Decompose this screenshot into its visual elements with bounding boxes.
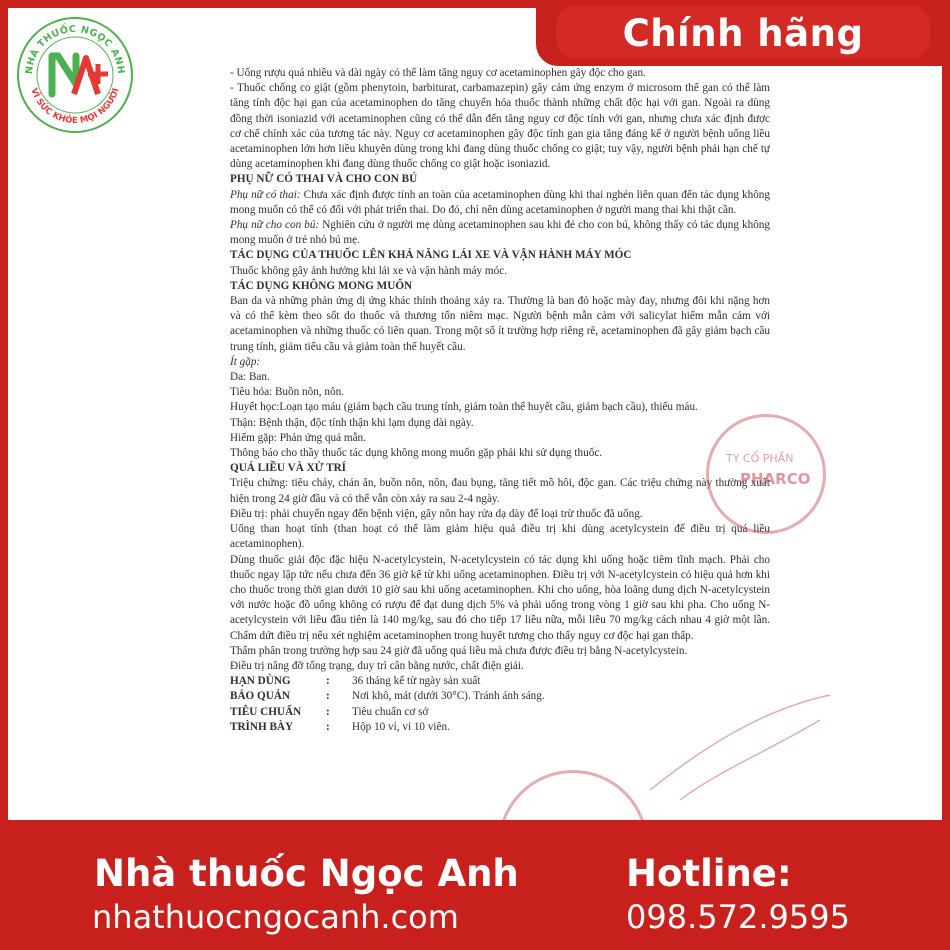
spec-row-expiry: [230, 674, 770, 689]
logo-ring-top: NHÀ THUỐC NGỌC ANH: [23, 23, 127, 75]
spec-key: TIÊU CHUẨN: [230, 705, 302, 718]
spec-key: BẢO QUẢN: [230, 690, 290, 703]
overdose-item: Triệu chứng: tiêu chảy, chán ăn, buồn nôn, nôn, đau bụng, tăng tiết mồ hôi, độc gan. Các triệu chứng này thường xuất hiện trong 24 giờ đầu và có thể vẫn còn xảy ra sau 2-4 ngày.: [230, 477, 770, 505]
spec-colon: :: [326, 720, 330, 733]
heading-pregnancy: PHỤ NỮ CÓ THAI VÀ CHO CON BÚ: [230, 173, 418, 186]
spec-colon: :: [326, 690, 330, 703]
spec-row-storage: [230, 689, 770, 704]
pregnancy-text: Chưa xác định được tính an toàn của acetaminophen dùng khi thai nghén liên quan đến tác dụng không mong muốn có thể có đối với phát triển thai. Do đó, chỉ nên dùng acetaminophen ở người mang thai khi thật cần.: [230, 188, 770, 216]
footer-phone-link[interactable]: 098.572.9595: [626, 898, 850, 936]
overdose-item: Uống than hoạt tính (than hoạt có thể làm giảm hiệu quả điều trị khi dùng acetylcystein để điều trị quá liều acetaminophen).: [230, 523, 770, 551]
rare-item: Huyết học:Loạn tạo máu (giảm bạch cầu trung tính, giảm toàn thể huyết cầu, giảm bạch cầu), thiếu máu.: [230, 401, 698, 414]
overdose-item: Thẩm phân trong trường hợp sau 24 giờ đã uống quá liều mà chưa được điều trị bằng N-acetylcystein.: [230, 644, 688, 657]
heading-adverse: TÁC DỤNG KHÔNG MONG MUỐN: [230, 279, 413, 292]
rare-item: Tiêu hóa: Buồn nôn, nôn.: [230, 386, 344, 399]
spec-value: Nơi khô, mát (dưới 30°C). Tránh ánh sáng.: [352, 690, 545, 703]
lactation-label: Phụ nữ cho con bú:: [230, 219, 320, 232]
rare-item: Thận: Bệnh thận, độc tính thận khi lạm dụng dài ngày.: [230, 416, 474, 429]
doc-line: - Thuốc chống co giật (gồm phenytoin, barbiturat, carbamazepin) gây cảm ứng enzym ở microsom thể gan có thể làm tăng tính độc hại gan của acetaminophen do tăng chuyển hóa thuốc thành những chất độc hại với gan. Ngoài ra dùng đồng thời isoniazid với acetaminophen cũng có thể dẫn đến tăng nguy cơ độc tính với gan, nhưng chưa xác định được cơ chế chính xác của tương tác này. Nguy cơ acetaminophen gây độc tính gan gia tăng đáng kể ở người bệnh uống liều acetaminophen lớn hơn liều khuyên dùng trong khi đang dùng thuốc chống co giật; tuy vậy, người bệnh phải hạn chế tự dùng acetaminophen khi đang dùng thuốc chống co giật hoặc isoniazid.: [230, 82, 770, 171]
spec-value: Hộp 10 vỉ, vỉ 10 viên.: [352, 720, 450, 733]
overdose-item: Điều trị: phải chuyển ngay đến bệnh viện, gây nôn hay rửa dạ dày để loại trừ thuốc đã uống.: [230, 507, 643, 520]
doc-line: - Uống rượu quá nhiều và dài ngày có thể làm tăng nguy cơ acetaminophen gây độc cho gan.: [230, 67, 646, 79]
pregnancy-paragraph: [230, 188, 770, 218]
rare-item: Da: Ban.: [230, 371, 270, 384]
stamp-text-top: TY CỔ PHẦN: [726, 452, 794, 465]
rare-item: Thông báo cho thầy thuốc tác dụng không mong muốn gặp phải khi sử dụng thuốc.: [230, 447, 603, 460]
heading-overdose: QUÁ LIỀU VÀ XỬ TRÍ: [230, 462, 347, 475]
pregnancy-label: Phụ nữ có thai:: [230, 188, 301, 201]
logo-ring-bottom: VÌ SỨC KHỎE MỌI NGƯỜI: [28, 86, 122, 127]
brand-logo[interactable]: [14, 14, 136, 136]
spec-colon: :: [326, 675, 330, 688]
lactation-text: Nghiên cứu ở người mẹ dùng acetaminophen sau khi đẻ cho con bú, không thấy có tác dụng không mong muốn ở trẻ nhỏ bú mẹ.: [230, 219, 770, 247]
rare-item: Hiếm gặp: Phản ứng quá mẫn.: [230, 431, 366, 444]
footer-store-name: Nhà thuốc Ngọc Anh: [94, 852, 519, 895]
footer-website-link[interactable]: nhathuocngocanh.com: [92, 898, 459, 936]
spec-row-standard: [230, 705, 770, 720]
overdose-item: Điều trị nâng đỡ tổng trạng, duy trì cân bằng nước, chất điện giải.: [230, 659, 524, 672]
badge-label: Chính hãng: [622, 11, 864, 55]
spec-value: 36 tháng kể từ ngày sản xuất: [352, 675, 481, 688]
spec-row-packaging: [230, 720, 770, 735]
authentic-badge: [536, 0, 950, 66]
rare-label: Ít gặp:: [230, 355, 261, 368]
driving-text: Thuốc không gây ảnh hưởng khi lái xe và vận hành máy móc.: [230, 264, 507, 277]
spec-key: HẠN DÙNG: [230, 675, 291, 688]
heading-driving: TÁC DỤNG CỦA THUỐC LÊN KHẢ NĂNG LÁI XE VÀ VẬN HÀNH MÁY MÓC: [230, 249, 632, 262]
frame-right: [942, 0, 950, 820]
overdose-item: Dùng thuốc giải độc đặc hiệu N-acetylcystein, N-acetylcystein có tác dụng khi uống hoặc tiêm tĩnh mạch. Phải cho thuốc ngay lập tức nếu chưa đến 36 giờ kể từ khi uống acetaminophen. Điều trị với N-acetylcystein có hiệu quả hơn khi cho thuốc trong thời gian dưới 10 giờ sau khi uống acetaminophen. Khi cho uống, hòa loãng dung dịch N-acetylcystein với nước hoặc đồ uống không có rượu để đạt dung dịch 5% và phải uống trong vòng 1 giờ sau khi pha. Cho uống N-acetylcystein với liều đầu tiên là 140 mg/kg, sau đó cho tiếp 17 liều nữa, mỗi liều 70 mg/kg cách nhau 4 giờ một lần. Chấm dứt điều trị nếu xét nghiệm acetaminophen trong huyết tương cho thấy nguy cơ độc hại gan thấp.: [230, 553, 770, 642]
lactation-paragraph: [230, 218, 770, 248]
spec-value: Tiêu chuẩn cơ sở: [352, 705, 429, 718]
footer-hotline-label: Hotline:: [626, 852, 792, 895]
document-page: [230, 66, 770, 821]
spec-colon: :: [326, 705, 330, 718]
adverse-text: Ban da và những phản ứng dị ứng khác thỉnh thoảng xảy ra. Thường là ban đỏ hoặc mày đay, nhưng đôi khi nặng hơn và có thể kèm theo sốt do thuốc và thương tổn niêm mạc. Người bệnh mẫn cảm với salicylat hiếm mẫn cảm với acetaminophen và những thuốc có liên quan. Trong một số ít trường hợp riêng rẽ, acetaminophen đã gây giảm bạch cầu trung tính, giảm tiểu cầu và giảm toàn thể huyết cầu.: [230, 295, 770, 353]
frame-left: [0, 0, 8, 820]
stamp-text-main: PHARCO: [740, 470, 811, 488]
spec-key: TRÌNH BÀY: [230, 720, 294, 733]
logo-mark: [14, 14, 136, 136]
